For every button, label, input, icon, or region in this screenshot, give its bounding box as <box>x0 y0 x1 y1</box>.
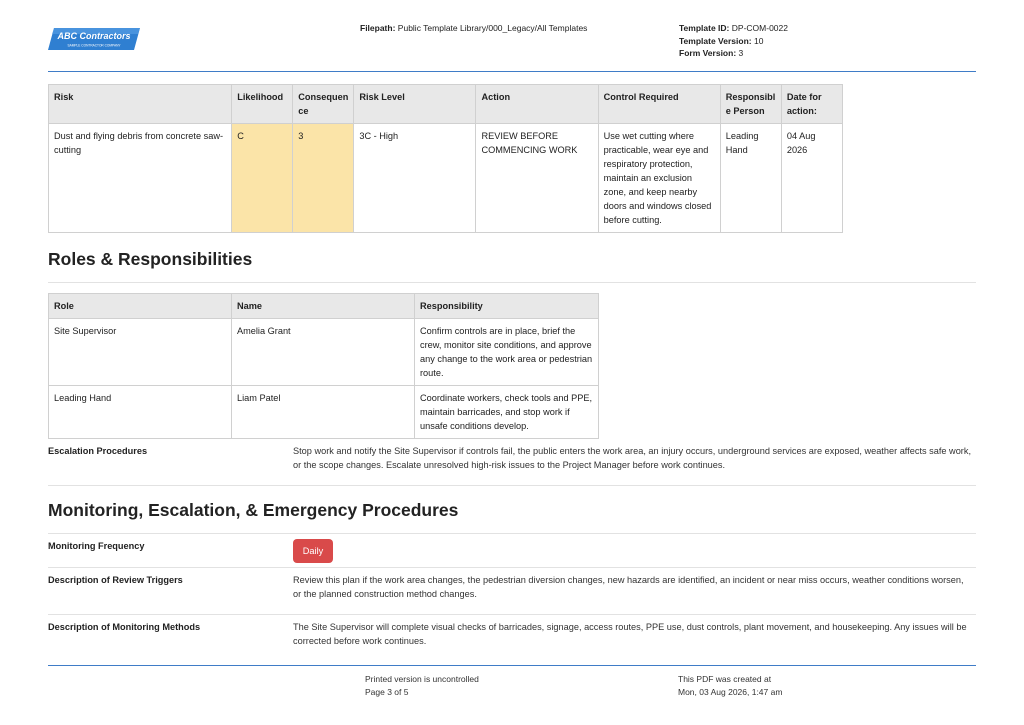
col-consequence: Consequen ce <box>293 85 354 124</box>
escalation-text: Stop work and notify the Site Supervisor if controls fail, the public enters the work area, an injury occurs, underground services are exposed, weather affects safe work, or the scope changes. Escalate unresolved high-risk issues to the Project Manager before work continues. <box>293 446 972 470</box>
footer-right <box>678 673 782 698</box>
col-risk: Risk <box>49 85 232 124</box>
likelihood-cell: C <box>232 124 293 233</box>
role-cell: Leading Hand <box>49 386 232 439</box>
responsibility-cell: Confirm controls are in place, brief the crew, monitor site conditions, and approve any change to the work area or pedestrian route. <box>415 319 599 386</box>
roles-section-title: Roles & Responsibilities <box>48 249 253 269</box>
action-cell: REVIEW BEFORE COMMENCING WORK <box>476 124 598 233</box>
escalation-label: Escalation Procedures <box>48 446 148 456</box>
col-control-required: Control Required <box>598 85 720 124</box>
form-version-value: 3 <box>738 48 744 58</box>
responsibility-cell: Coordinate workers, check tools and PPE, maintain barricades, and stop work if unsafe conditions develop. <box>415 386 599 439</box>
monitoring-section-title: Monitoring, Escalation, & Emergency Procedures <box>48 500 459 520</box>
page-number: Page 3 of 5 <box>365 686 409 697</box>
frequency-divider <box>48 567 976 568</box>
name-cell: Liam Patel <box>232 386 415 439</box>
monitoring-methods-label: Description of Monitoring Methods <box>48 622 201 632</box>
company-logo <box>48 26 140 52</box>
filepath-label: Filepath: <box>360 23 396 33</box>
col-date-for-action: Date for action: <box>781 85 842 124</box>
review-triggers-text: Review this plan if the work area changes, the pedestrian diversion changes, new hazards are identified, an incident or near miss occurs, weather conditions worsen, or the planned construction method changes. <box>293 575 964 599</box>
risk-level-cell: 3C - High <box>354 124 476 233</box>
table-row <box>49 319 599 386</box>
template-version-value: 10 <box>753 35 764 46</box>
roles-table-header-row <box>49 294 599 319</box>
table-row <box>49 386 599 439</box>
monitoring-methods-text: The Site Supervisor will complete visual checks of barricades, signage, access routes, PPE use, dust controls, plant movement, and housekeeping. Any issues will be corrected before work continues. <box>293 622 967 646</box>
responsible-person-cell: Leading Hand <box>720 124 781 233</box>
form-version-label: Form Version: <box>679 48 737 58</box>
filepath <box>360 22 587 35</box>
logo-company-name: ABC Contractors <box>57 31 131 41</box>
roles-table <box>48 293 599 439</box>
col-responsibility: Responsibility <box>415 294 599 319</box>
header-divider <box>48 71 976 72</box>
created-value: Mon, 03 Aug 2026, 1:47 am <box>678 686 783 697</box>
footer-divider <box>48 665 976 666</box>
template-id-label: Template ID: <box>679 23 730 33</box>
control-required-cell: Use wet cutting where practicable, wear eye and respiratory protection, maintain an exclusion zone, and keep nearby doors and windows closed before cutting. <box>598 124 720 233</box>
review-triggers-label: Description of Review Triggers <box>48 575 183 585</box>
table-row <box>49 124 843 233</box>
template-id-value: DP-COM-0022 <box>731 23 788 33</box>
footer-left <box>365 673 479 698</box>
risk-table <box>48 84 843 233</box>
role-cell: Site Supervisor <box>49 319 232 386</box>
col-responsible-person: Responsibl e Person <box>720 85 781 124</box>
col-likelihood: Likelihood <box>232 85 293 124</box>
col-role: Role <box>49 294 232 319</box>
risk-table-header-row <box>49 85 843 124</box>
date-for-action-cell: 04 Aug 2026 <box>781 124 842 233</box>
monitoring-title-divider <box>48 533 976 534</box>
roles-divider <box>48 282 976 283</box>
template-meta <box>679 22 788 60</box>
triggers-divider <box>48 614 976 615</box>
col-name: Name <box>232 294 415 319</box>
logo-tagline: SAMPLE CONTRACTOR COMPANY <box>67 43 121 48</box>
monitoring-frequency-badge: Daily <box>293 539 333 563</box>
uncontrolled-note: Printed version is uncontrolled <box>365 674 479 684</box>
created-label: This PDF was created at <box>678 674 772 684</box>
name-cell: Amelia Grant <box>232 319 415 386</box>
monitoring-frequency-label: Monitoring Frequency <box>48 541 145 551</box>
risk-cell: Dust and flying debris from concrete saw-cutting <box>49 124 232 233</box>
template-version-label: Template Version: <box>679 35 752 46</box>
col-risk-level: Risk Level <box>354 85 476 124</box>
consequence-cell: 3 <box>293 124 354 233</box>
col-action: Action <box>476 85 598 124</box>
escalation-divider <box>48 485 976 486</box>
filepath-value: Public Template Library/000_Legacy/All Templates <box>397 23 588 33</box>
